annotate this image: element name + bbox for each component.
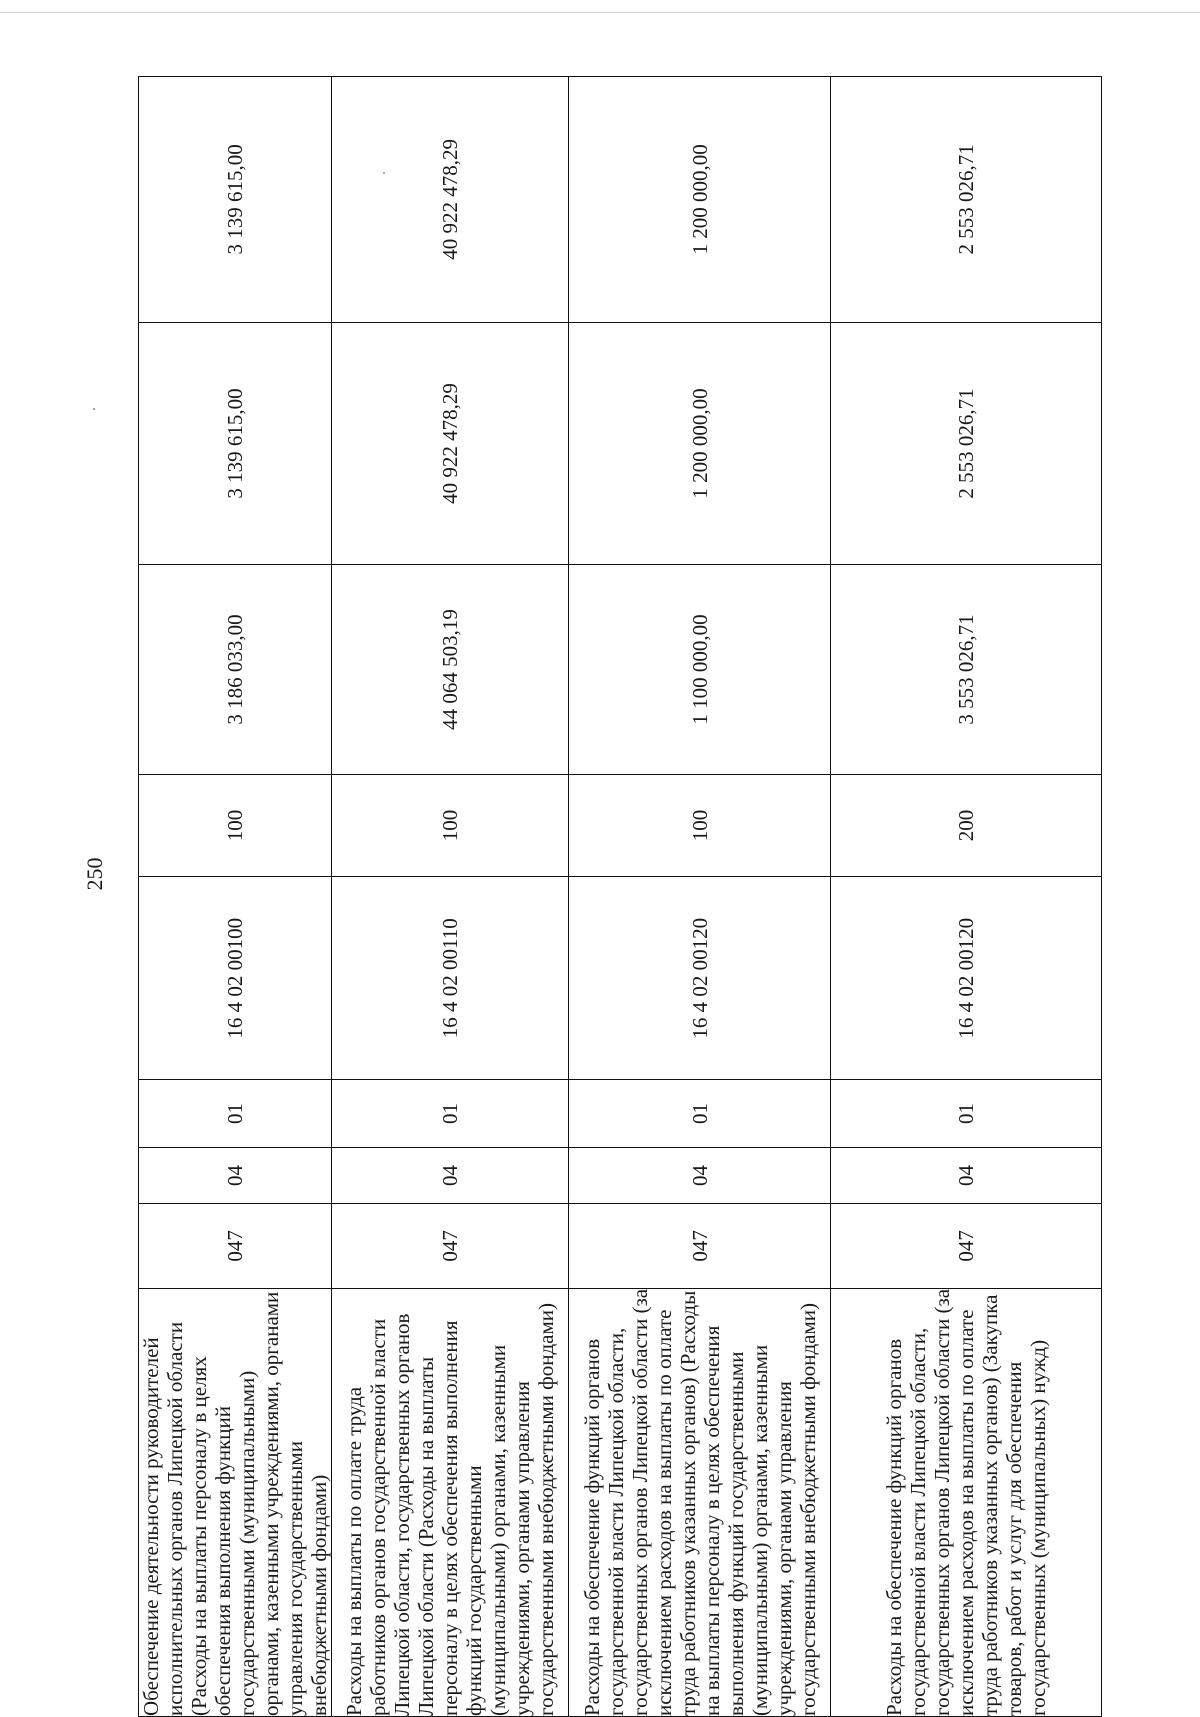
- expense-name: Расходы на выплаты по оплате труда работников органов государственной власти Липецкой области, государственных органов Липецкой области (Расходы на выплаты персоналу в целях обеспечения выполнения функций государственными (муниципальными) органами, казенными учреждениями, органами управления государственными внебюджетными фондами): [342, 1302, 558, 1716]
- amount-3-cell: 2 553 026,71: [831, 77, 1102, 323]
- amount-2-cell: 2 553 026,71: [831, 322, 1102, 564]
- amount-2-cell: 1 200 000,00: [569, 322, 831, 564]
- subsection-cell: 01: [139, 1080, 332, 1148]
- expense-name: Обеспечение деятельности руководителей исполнительных органов Липецкой области (Расходы на выплаты персоналу в целях обеспечения выполнения функций государственными (муниципальными) органами, казенными учреждениями, органами управления государственными внебюджетными фондами): [139, 1291, 331, 1716]
- table-row: [139, 77, 332, 1717]
- budget-table: [138, 76, 1102, 1717]
- table-row: [831, 77, 1102, 1717]
- subsection-cell: 01: [569, 1080, 831, 1148]
- scan-edge-line: [0, 12, 1200, 13]
- amount-2-cell: 40 922 478,29: [332, 322, 569, 564]
- amount-3-cell: 40 922 478,29: [332, 77, 569, 323]
- amount-1-cell: 3 186 033,00: [139, 565, 332, 775]
- expense-name-cell: [332, 1288, 569, 1716]
- table-row: [569, 77, 831, 1717]
- amount-1-cell: 1 100 000,00: [569, 565, 831, 775]
- amount-1-cell: 44 064 503,19: [332, 565, 569, 775]
- budget-table-container: [138, 76, 1098, 1717]
- expense-type-cell: 100: [332, 774, 569, 877]
- expense-type-cell: 100: [569, 774, 831, 877]
- amount-3-cell: 3 139 615,00: [139, 77, 332, 323]
- amount-2-cell: 3 139 615,00: [139, 322, 332, 564]
- ministry-code-cell: 047: [332, 1204, 569, 1289]
- amount-3-cell: 1 200 000,00: [569, 77, 831, 323]
- subsection-cell: 01: [332, 1080, 569, 1148]
- page-number: 250: [82, 857, 107, 891]
- expense-type-cell: 200: [831, 774, 1102, 877]
- subsection-cell: 01: [831, 1080, 1102, 1148]
- section-cell: 04: [831, 1147, 1102, 1203]
- ministry-code-cell: 047: [569, 1204, 831, 1289]
- amount-1-cell: 3 553 026,71: [831, 565, 1102, 775]
- section-cell: 04: [332, 1147, 569, 1203]
- expense-type-cell: 100: [139, 774, 332, 877]
- ministry-code-cell: 047: [139, 1204, 332, 1289]
- expense-name-cell: [139, 1288, 332, 1716]
- target-article-cell: 16 4 02 00120: [831, 877, 1102, 1080]
- section-cell: 04: [569, 1147, 831, 1203]
- scan-speck: [93, 408, 95, 410]
- target-article-cell: 16 4 02 00110: [332, 877, 569, 1080]
- ministry-code-cell: 047: [831, 1204, 1102, 1289]
- section-cell: 04: [139, 1147, 332, 1203]
- expense-name: Расходы на обеспечение функций органов государственной власти Липецкой области, государственных органов Липецкой области (за исключением расходов на выплаты по оплате труда работников указанных органов) (Расходы на выплаты персоналу в целях обеспечения выполнения функций государственными (муниципальными) органами, казенными учреждениями, органами управления государственными внебюджетными фондами): [579, 1288, 820, 1716]
- expense-name: Расходы на обеспечение функций органов государственной власти Липецкой области, государственных органов Липецкой области (за исключением расходов на выплаты по оплате труда работников указанных органов) (Закупка товаров, работ и услуг для обеспечения государственных (муниципальных) нужд): [882, 1288, 1050, 1716]
- target-article-cell: 16 4 02 00120: [569, 877, 831, 1080]
- expense-name-cell: [569, 1288, 831, 1716]
- table-row: [332, 77, 569, 1717]
- target-article-cell: 16 4 02 00100: [139, 877, 332, 1080]
- budget-table-rotated: [138, 76, 1098, 1717]
- expense-name-cell: [831, 1288, 1102, 1716]
